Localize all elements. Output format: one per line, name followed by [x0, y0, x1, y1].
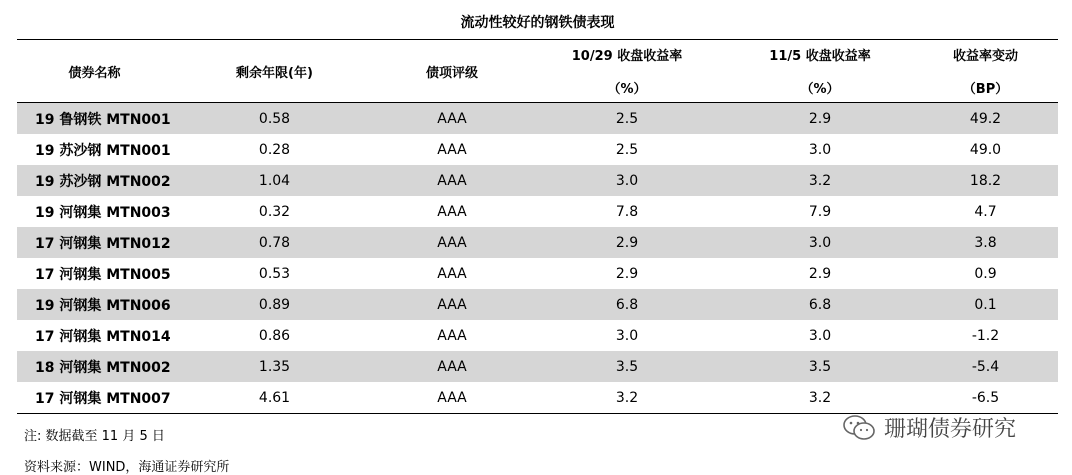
- bond-name-cell: 17 河钢集 MTN014: [35, 328, 171, 345]
- header-bond-name: [17, 40, 172, 102]
- table-row: [17, 320, 1058, 351]
- table-row: [17, 134, 1058, 165]
- yield-1029-cell: 3.0: [615, 327, 639, 344]
- yield-change-cell: 3.8: [974, 234, 997, 251]
- bond-name-cell: 19 河钢集 MTN003: [35, 204, 171, 221]
- remaining-years-cell: 0.78: [258, 234, 291, 251]
- header-label: 剩余年限(年): [236, 65, 313, 81]
- yield-1029-cell: 6.8: [615, 296, 639, 313]
- header-remaining-years: [172, 40, 377, 102]
- yield-1029-cell: 2.9: [615, 265, 639, 282]
- rating-cell: AAA: [437, 234, 467, 251]
- rating-cell: AAA: [437, 358, 467, 375]
- yield-change-cell: 49.0: [969, 141, 1002, 158]
- table-row: [17, 103, 1058, 134]
- rating-cell: AAA: [437, 172, 467, 189]
- header-label: 收益率变动: [952, 49, 1018, 64]
- table-row: [17, 165, 1058, 196]
- bond-table: [17, 8, 1058, 414]
- remaining-years-cell: 1.35: [258, 358, 291, 375]
- remaining-years-cell: 0.58: [258, 110, 291, 127]
- yield-change-cell: 18.2: [969, 172, 1002, 189]
- bond-name-cell: 19 鲁钢铁 MTN001: [35, 111, 171, 128]
- remaining-years-cell: 1.04: [258, 172, 291, 189]
- yield-115-cell: 2.9: [808, 265, 832, 282]
- table-row: [17, 289, 1058, 320]
- table-row: [17, 351, 1058, 382]
- source-note: 资料来源：WIND，海通证券研究所: [24, 460, 230, 475]
- header-unit: （BP）: [962, 82, 1009, 97]
- rating-cell: AAA: [437, 110, 467, 127]
- bond-name-cell: 17 河钢集 MTN012: [35, 235, 171, 252]
- bond-name-cell: 18 河钢集 MTN002: [35, 359, 171, 376]
- bond-name-cell: 17 河钢集 MTN005: [35, 266, 171, 283]
- table-row: [17, 196, 1058, 227]
- bond-name-cell: 19 苏沙钢 MTN001: [35, 142, 171, 159]
- header-rating: [377, 40, 527, 102]
- yield-1029-cell: 7.8: [615, 203, 639, 220]
- yield-change-cell: -5.4: [971, 358, 1000, 375]
- rating-cell: AAA: [437, 203, 467, 220]
- table-header: [17, 40, 1058, 103]
- header-unit: （%）: [607, 82, 647, 97]
- remaining-years-cell: 4.61: [258, 389, 291, 406]
- remaining-years-cell: 0.86: [258, 327, 291, 344]
- rating-cell: AAA: [437, 265, 467, 282]
- header-label: 债券名称: [68, 65, 121, 81]
- yield-1029-cell: 2.9: [615, 234, 639, 251]
- table-body: [17, 103, 1058, 414]
- rating-cell: AAA: [437, 141, 467, 158]
- yield-1029-cell: 2.5: [615, 141, 639, 158]
- yield-1029-cell: 3.5: [615, 358, 639, 375]
- wechat-icon: [842, 414, 876, 442]
- watermark-text: 珊瑚债券研究: [884, 417, 1017, 442]
- header-yield-change: [913, 40, 1058, 102]
- header-label: 11/5 收盘收益率: [769, 49, 871, 64]
- yield-change-cell: 0.9: [974, 265, 997, 282]
- yield-change-cell: -1.2: [971, 327, 1000, 344]
- yield-115-cell: 3.0: [808, 141, 832, 158]
- header-unit: （%）: [800, 82, 840, 97]
- table-row: [17, 227, 1058, 258]
- rating-cell: AAA: [437, 327, 467, 344]
- rating-cell: AAA: [437, 389, 467, 406]
- yield-115-cell: 3.5: [808, 358, 832, 375]
- yield-115-cell: 3.0: [808, 234, 832, 251]
- yield-change-cell: 4.7: [974, 203, 997, 220]
- yield-1029-cell: 3.2: [615, 389, 639, 406]
- bond-name-cell: 19 苏沙钢 MTN002: [35, 173, 171, 190]
- yield-change-cell: 0.1: [974, 296, 997, 313]
- table-row: [17, 382, 1058, 413]
- yield-115-cell: 7.9: [808, 203, 832, 220]
- footnote: 注: 数据截至 11 月 5 日: [24, 429, 165, 444]
- yield-change-cell: -6.5: [971, 389, 1000, 406]
- yield-115-cell: 3.0: [808, 327, 832, 344]
- bond-name-cell: 19 河钢集 MTN006: [35, 297, 171, 314]
- table-title: 流动性较好的钢铁债表现: [17, 8, 1058, 40]
- yield-change-cell: 49.2: [969, 110, 1002, 127]
- header-yield-115: [727, 40, 913, 102]
- rating-cell: AAA: [437, 296, 467, 313]
- yield-1029-cell: 2.5: [615, 110, 639, 127]
- header-label: 债项评级: [425, 65, 478, 81]
- yield-115-cell: 6.8: [808, 296, 832, 313]
- remaining-years-cell: 0.32: [258, 203, 291, 220]
- header-label: 10/29 收盘收益率: [571, 49, 683, 64]
- remaining-years-cell: 0.89: [258, 296, 291, 313]
- yield-115-cell: 3.2: [808, 172, 832, 189]
- remaining-years-cell: 0.53: [258, 265, 291, 282]
- header-yield-1029: [527, 40, 727, 102]
- table-row: [17, 258, 1058, 289]
- watermark: [842, 412, 1016, 443]
- remaining-years-cell: 0.28: [258, 141, 291, 158]
- yield-115-cell: 2.9: [808, 110, 832, 127]
- yield-1029-cell: 3.0: [615, 172, 639, 189]
- yield-115-cell: 3.2: [808, 389, 832, 406]
- bond-name-cell: 17 河钢集 MTN007: [35, 390, 171, 407]
